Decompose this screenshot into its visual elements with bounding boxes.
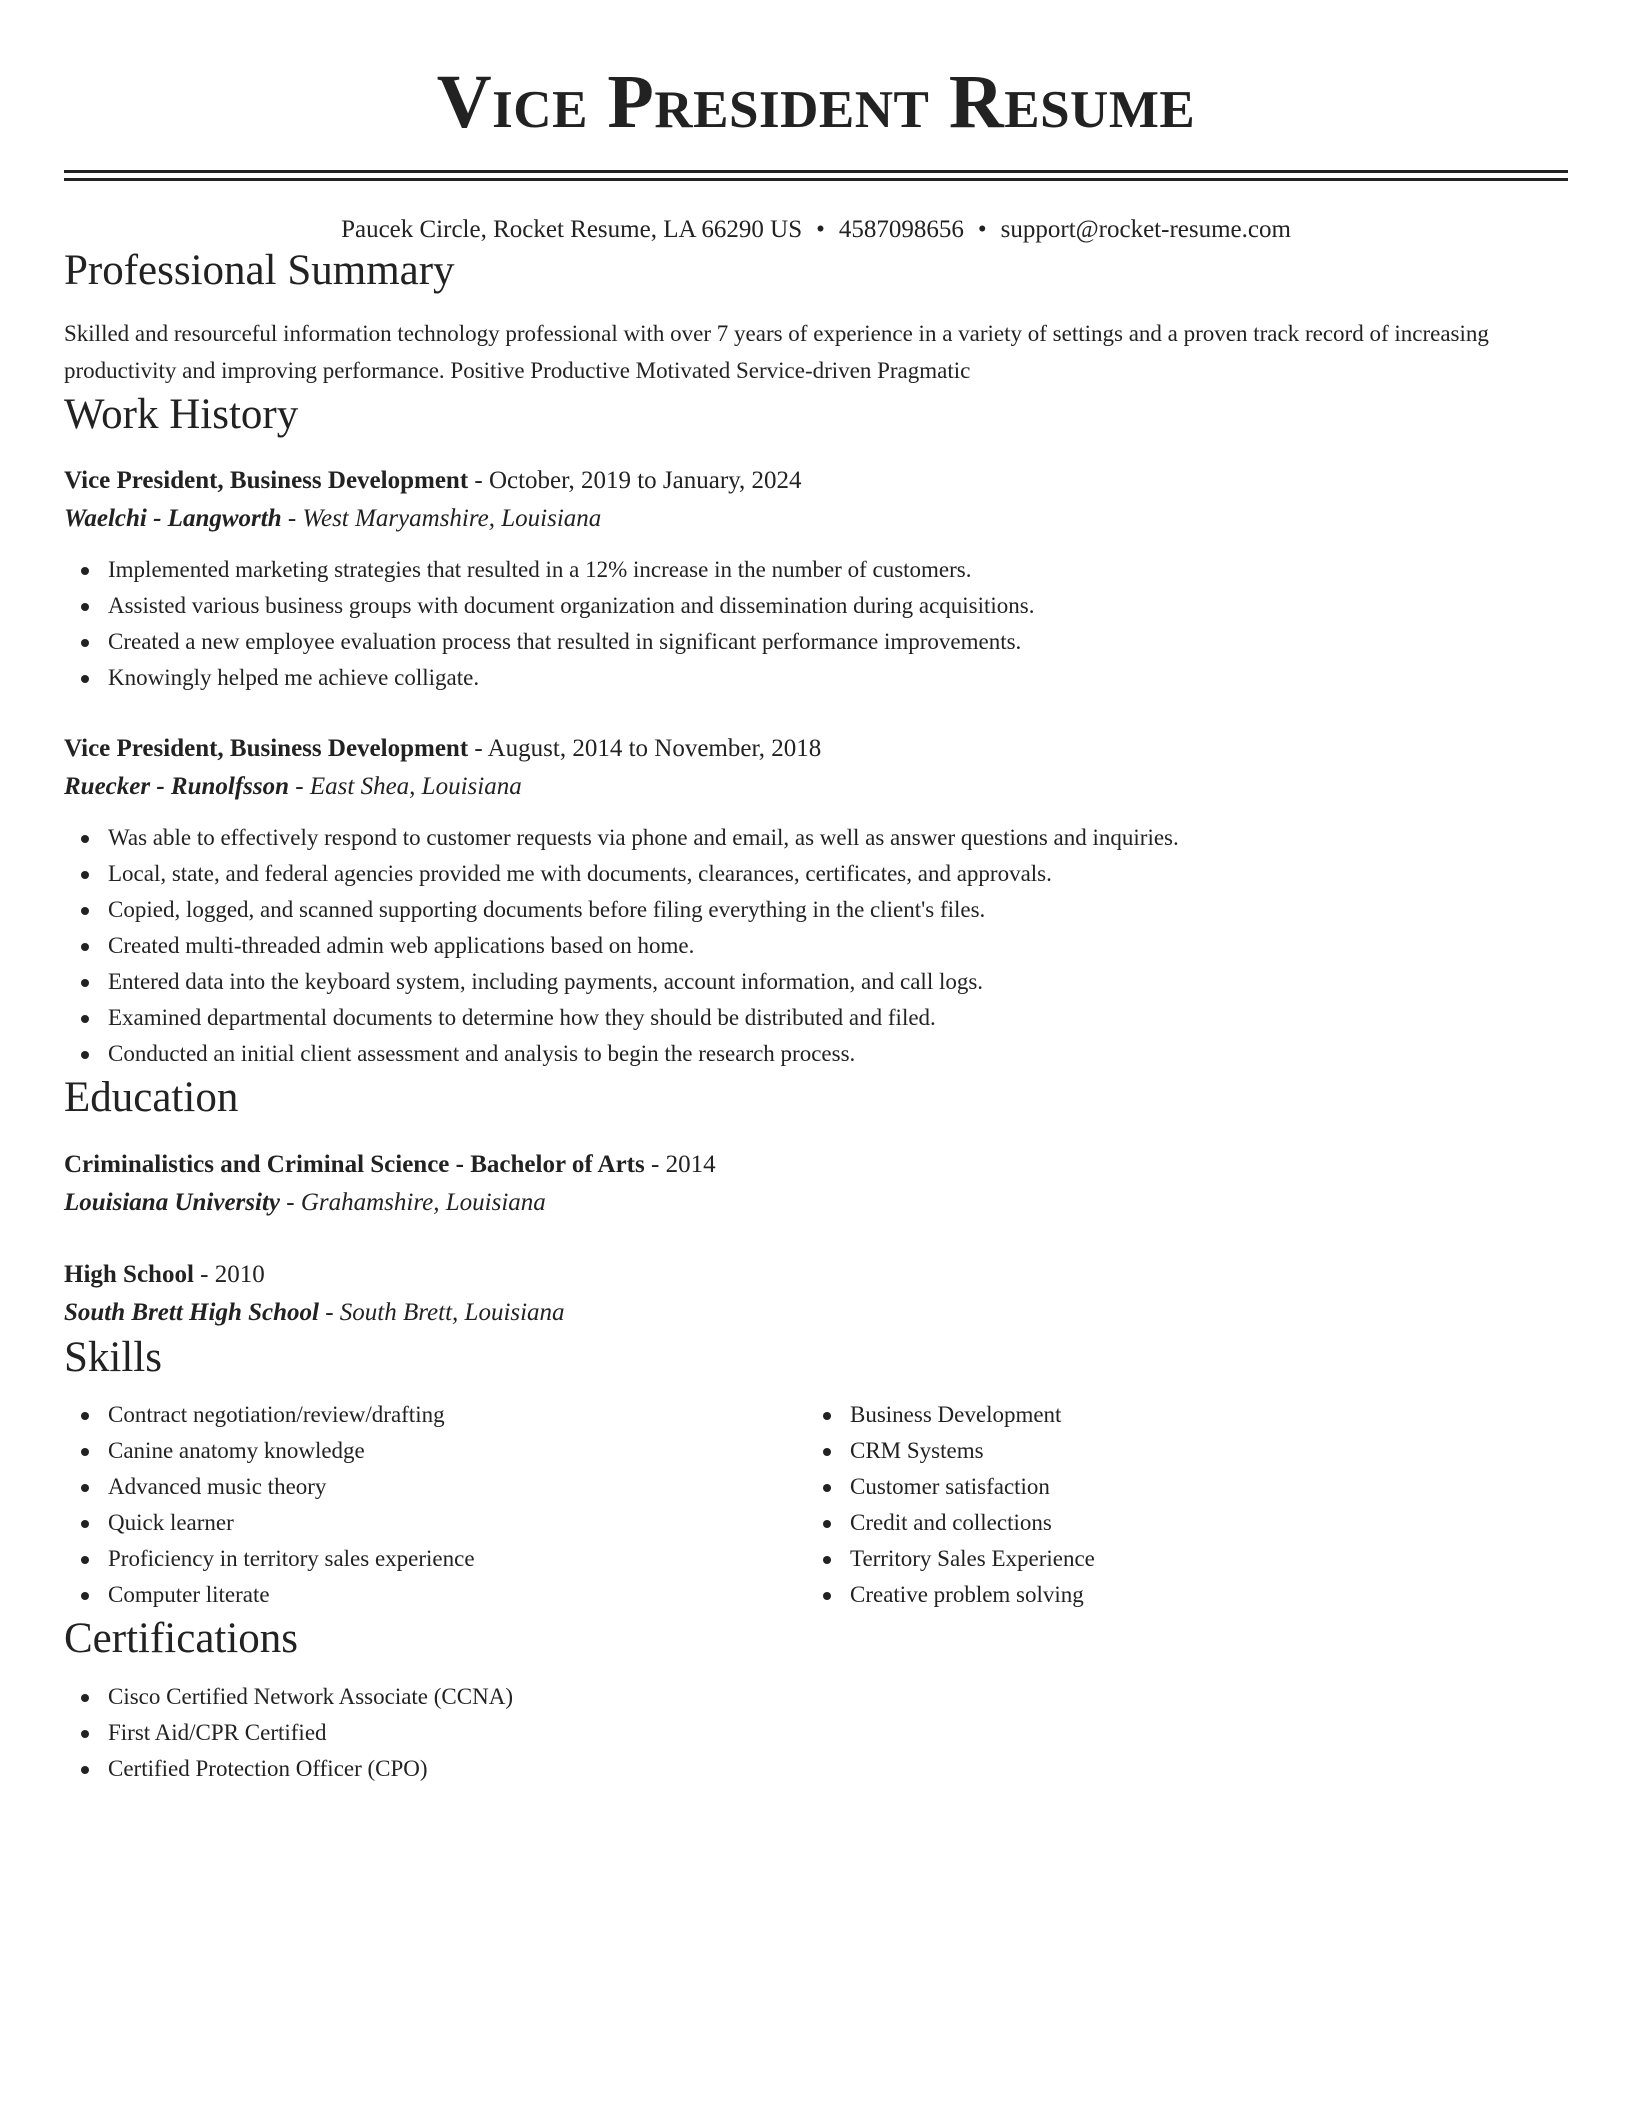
contact-address: Paucek Circle, Rocket Resume, LA 66290 US <box>341 216 803 243</box>
certifications-heading: Certifications <box>64 1615 299 1663</box>
list-item: Computer literate <box>64 1577 806 1613</box>
education-location: - Grahamshire, Louisiana <box>280 1188 546 1216</box>
contact-separator: • <box>977 216 987 243</box>
list-item: First Aid/CPR Certified <box>64 1715 1568 1751</box>
summary-heading: Professional Summary <box>64 247 455 294</box>
list-item: Examined departmental documents to determine how they should be distributed and filed. <box>64 1000 1568 1036</box>
work-history-heading: Work History <box>64 390 299 438</box>
list-item: CRM Systems <box>806 1433 1548 1469</box>
job-title-line <box>64 462 1568 500</box>
education-heading: Education <box>64 1074 239 1122</box>
list-item: Business Development <box>806 1397 1548 1433</box>
education-school-line <box>64 1184 1568 1222</box>
education-degree-line <box>64 1146 1568 1184</box>
certifications-list <box>64 1679 1568 1787</box>
job-bullets <box>64 820 1568 1072</box>
list-item: Advanced music theory <box>64 1469 806 1505</box>
education-school: South Brett High School <box>64 1298 319 1326</box>
job-dates: - August, 2014 to November, 2018 <box>468 735 822 763</box>
list-item: Local, state, and federal agencies provided me with documents, clearances, certificates, and approvals. <box>64 856 1568 892</box>
list-item: Copied, logged, and scanned supporting documents before filing everything in the client's files. <box>64 892 1568 928</box>
education-degree: Criminalistics and Criminal Science - Bachelor of Arts <box>64 1150 645 1178</box>
education-degree: High School <box>64 1260 194 1288</box>
job-company-line <box>64 768 1568 806</box>
job-dates: - October, 2019 to January, 2024 <box>468 467 802 495</box>
job-company: Ruecker - Runolfsson <box>64 773 290 801</box>
skills-left-column <box>64 1397 806 1613</box>
list-item: Credit and collections <box>806 1505 1548 1541</box>
list-item: Knowingly helped me achieve colligate. <box>64 660 1568 696</box>
education-entry <box>64 1256 1568 1332</box>
list-item: Proficiency in territory sales experience <box>64 1541 806 1577</box>
education-entry <box>64 1146 1568 1222</box>
job-company: Waelchi - Langworth <box>64 505 282 533</box>
education-location: - South Brett, Louisiana <box>318 1298 565 1326</box>
list-item: Certified Protection Officer (CPO) <box>64 1751 1568 1787</box>
list-item: Territory Sales Experience <box>806 1541 1548 1577</box>
job-title-line <box>64 730 1568 768</box>
skills-columns <box>64 1397 1568 1613</box>
education-degree-line <box>64 1256 1568 1294</box>
list-item: Canine anatomy knowledge <box>64 1433 806 1469</box>
list-item: Created a new employee evaluation process that resulted in significant performance improvements. <box>64 624 1568 660</box>
list-item: Customer satisfaction <box>806 1469 1548 1505</box>
list-item: Cisco Certified Network Associate (CCNA) <box>64 1679 1568 1715</box>
job-entry <box>64 730 1568 1072</box>
list-item: Creative problem solving <box>806 1577 1548 1613</box>
job-title: Vice President, Business Development <box>64 467 469 495</box>
education-year: - 2010 <box>193 1260 265 1288</box>
contact-phone: 4587098656 <box>838 216 964 243</box>
education-year: - 2014 <box>644 1150 716 1178</box>
resume-title: Vice President Resume <box>436 60 1196 144</box>
list-item: Conducted an initial client assessment and analysis to begin the research process. <box>64 1036 1568 1072</box>
list-item: Contract negotiation/review/drafting <box>64 1397 806 1433</box>
title-double-rule <box>64 170 1568 181</box>
job-title: Vice President, Business Development <box>64 735 469 763</box>
contact-email: support@rocket-resume.com <box>1000 216 1291 243</box>
list-item: Created multi-threaded admin web applications based on home. <box>64 928 1568 964</box>
job-company-line <box>64 500 1568 538</box>
list-item: Entered data into the keyboard system, including payments, account information, and call logs. <box>64 964 1568 1000</box>
list-item: Was able to effectively respond to customer requests via phone and email, as well as answer questions and inquiries. <box>64 820 1568 856</box>
skills-right-column <box>806 1397 1548 1613</box>
contact-separator: • <box>816 216 825 243</box>
job-location: - West Maryamshire, Louisiana <box>281 505 602 533</box>
job-entry <box>64 462 1568 696</box>
list-item: Quick learner <box>64 1505 806 1541</box>
education-school: Louisiana University <box>64 1188 280 1216</box>
list-item: Implemented marketing strategies that resulted in a 12% increase in the number of customers. <box>64 552 1568 588</box>
job-location: - East Shea, Louisiana <box>289 773 522 801</box>
job-bullets <box>64 552 1568 696</box>
contact-line <box>64 215 1568 245</box>
education-school-line <box>64 1294 1568 1332</box>
list-item: Assisted various business groups with document organization and dissemination during acquisitions. <box>64 588 1568 624</box>
summary-text: Skilled and resourceful information technology professional with over 7 years of experience in a variety of settings and a proven track record of increasing productivity and improving performance. Positive Productive Motivated Service-driven Pragmatic <box>64 320 1489 383</box>
skills-heading: Skills <box>64 1333 162 1381</box>
